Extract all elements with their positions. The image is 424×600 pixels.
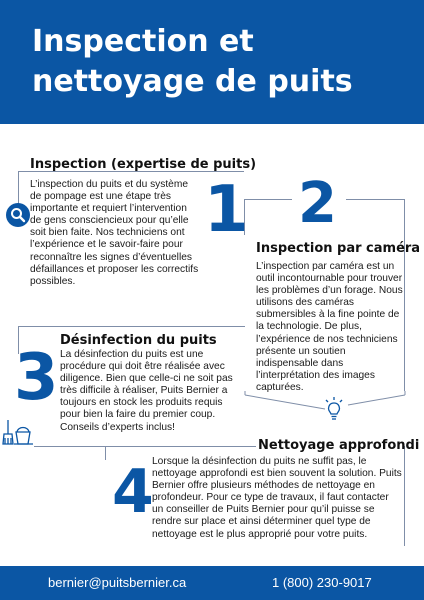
footer-email-link[interactable]: bernier@puitsbernier.ca — [48, 575, 187, 590]
footer-bar — [0, 566, 424, 600]
connector-line — [244, 199, 292, 200]
connector-line — [18, 326, 245, 327]
lightbulb-icon — [323, 396, 345, 422]
section-3-number: 3 — [14, 341, 59, 415]
cleaning-bucket-icon — [2, 418, 34, 446]
connector-line — [346, 199, 405, 200]
connector-line — [105, 446, 106, 460]
search-icon — [5, 202, 31, 228]
footer-phone-link[interactable]: 1 (800) 230-9017 — [272, 575, 372, 590]
section-1-text: L’inspection du puits et du système de pompage est une étape très importante et requiert l’intervention de gens consciencieux pour qu’elle soit bien faite. Nos techniciens ont l’expérience et le savoir-faire pour reconnaître les signes d’éventuelles défaillances et proposer les correctifs possibles. — [30, 179, 199, 287]
section-1-number: 1 — [204, 173, 249, 247]
section-4-text: Lorsque la désinfection du puits ne suffit pas, le nettoyage approfondi est bien souvent la solution. Puits Bernier offre plusieurs méthodes de nettoyage en profondeur. Pour ce type de travaux, il faut contacter un conseiller de Puits Bernier pour qu’il puisse se rendre sur place et ainsi déterminer quel type de nettoyage est le plus approprié pour votre puits. — [152, 456, 402, 540]
section-1-title: Inspection (expertise de puits) — [30, 157, 257, 172]
section-4-title: Nettoyage approfondi — [258, 438, 420, 453]
section-2-number: 2 — [298, 171, 337, 236]
page-title: Inspection et nettoyage de puits — [32, 24, 353, 99]
section-4-number: 4 — [112, 457, 154, 527]
section-2-text: L’inspection par caméra est un outil incontournable pour trouver les problèmes d’un forage. Nous utilisons des caméras submersibles à la fine pointe de la technologie. De plus, l’expérience de nos techniciens présente un soutien indispensable dans l’interprétation des images capturées. — [256, 261, 403, 393]
section-3-title: Désinfection du puits — [60, 333, 217, 348]
connector-line — [404, 446, 405, 546]
section-2-title: Inspection par caméra — [256, 241, 421, 256]
section-3-text: La désinfection du puits est une procédure qui doit être réalisée avec diligence. Bien que celle-ci ne soit pas très difficile à réaliser, Puits Bernier a toujours en stock les produits requis pour bien la faire du premier coup. Conseils d’experts inclus! — [60, 349, 233, 433]
connector-line — [34, 446, 256, 447]
header-banner — [0, 0, 424, 124]
